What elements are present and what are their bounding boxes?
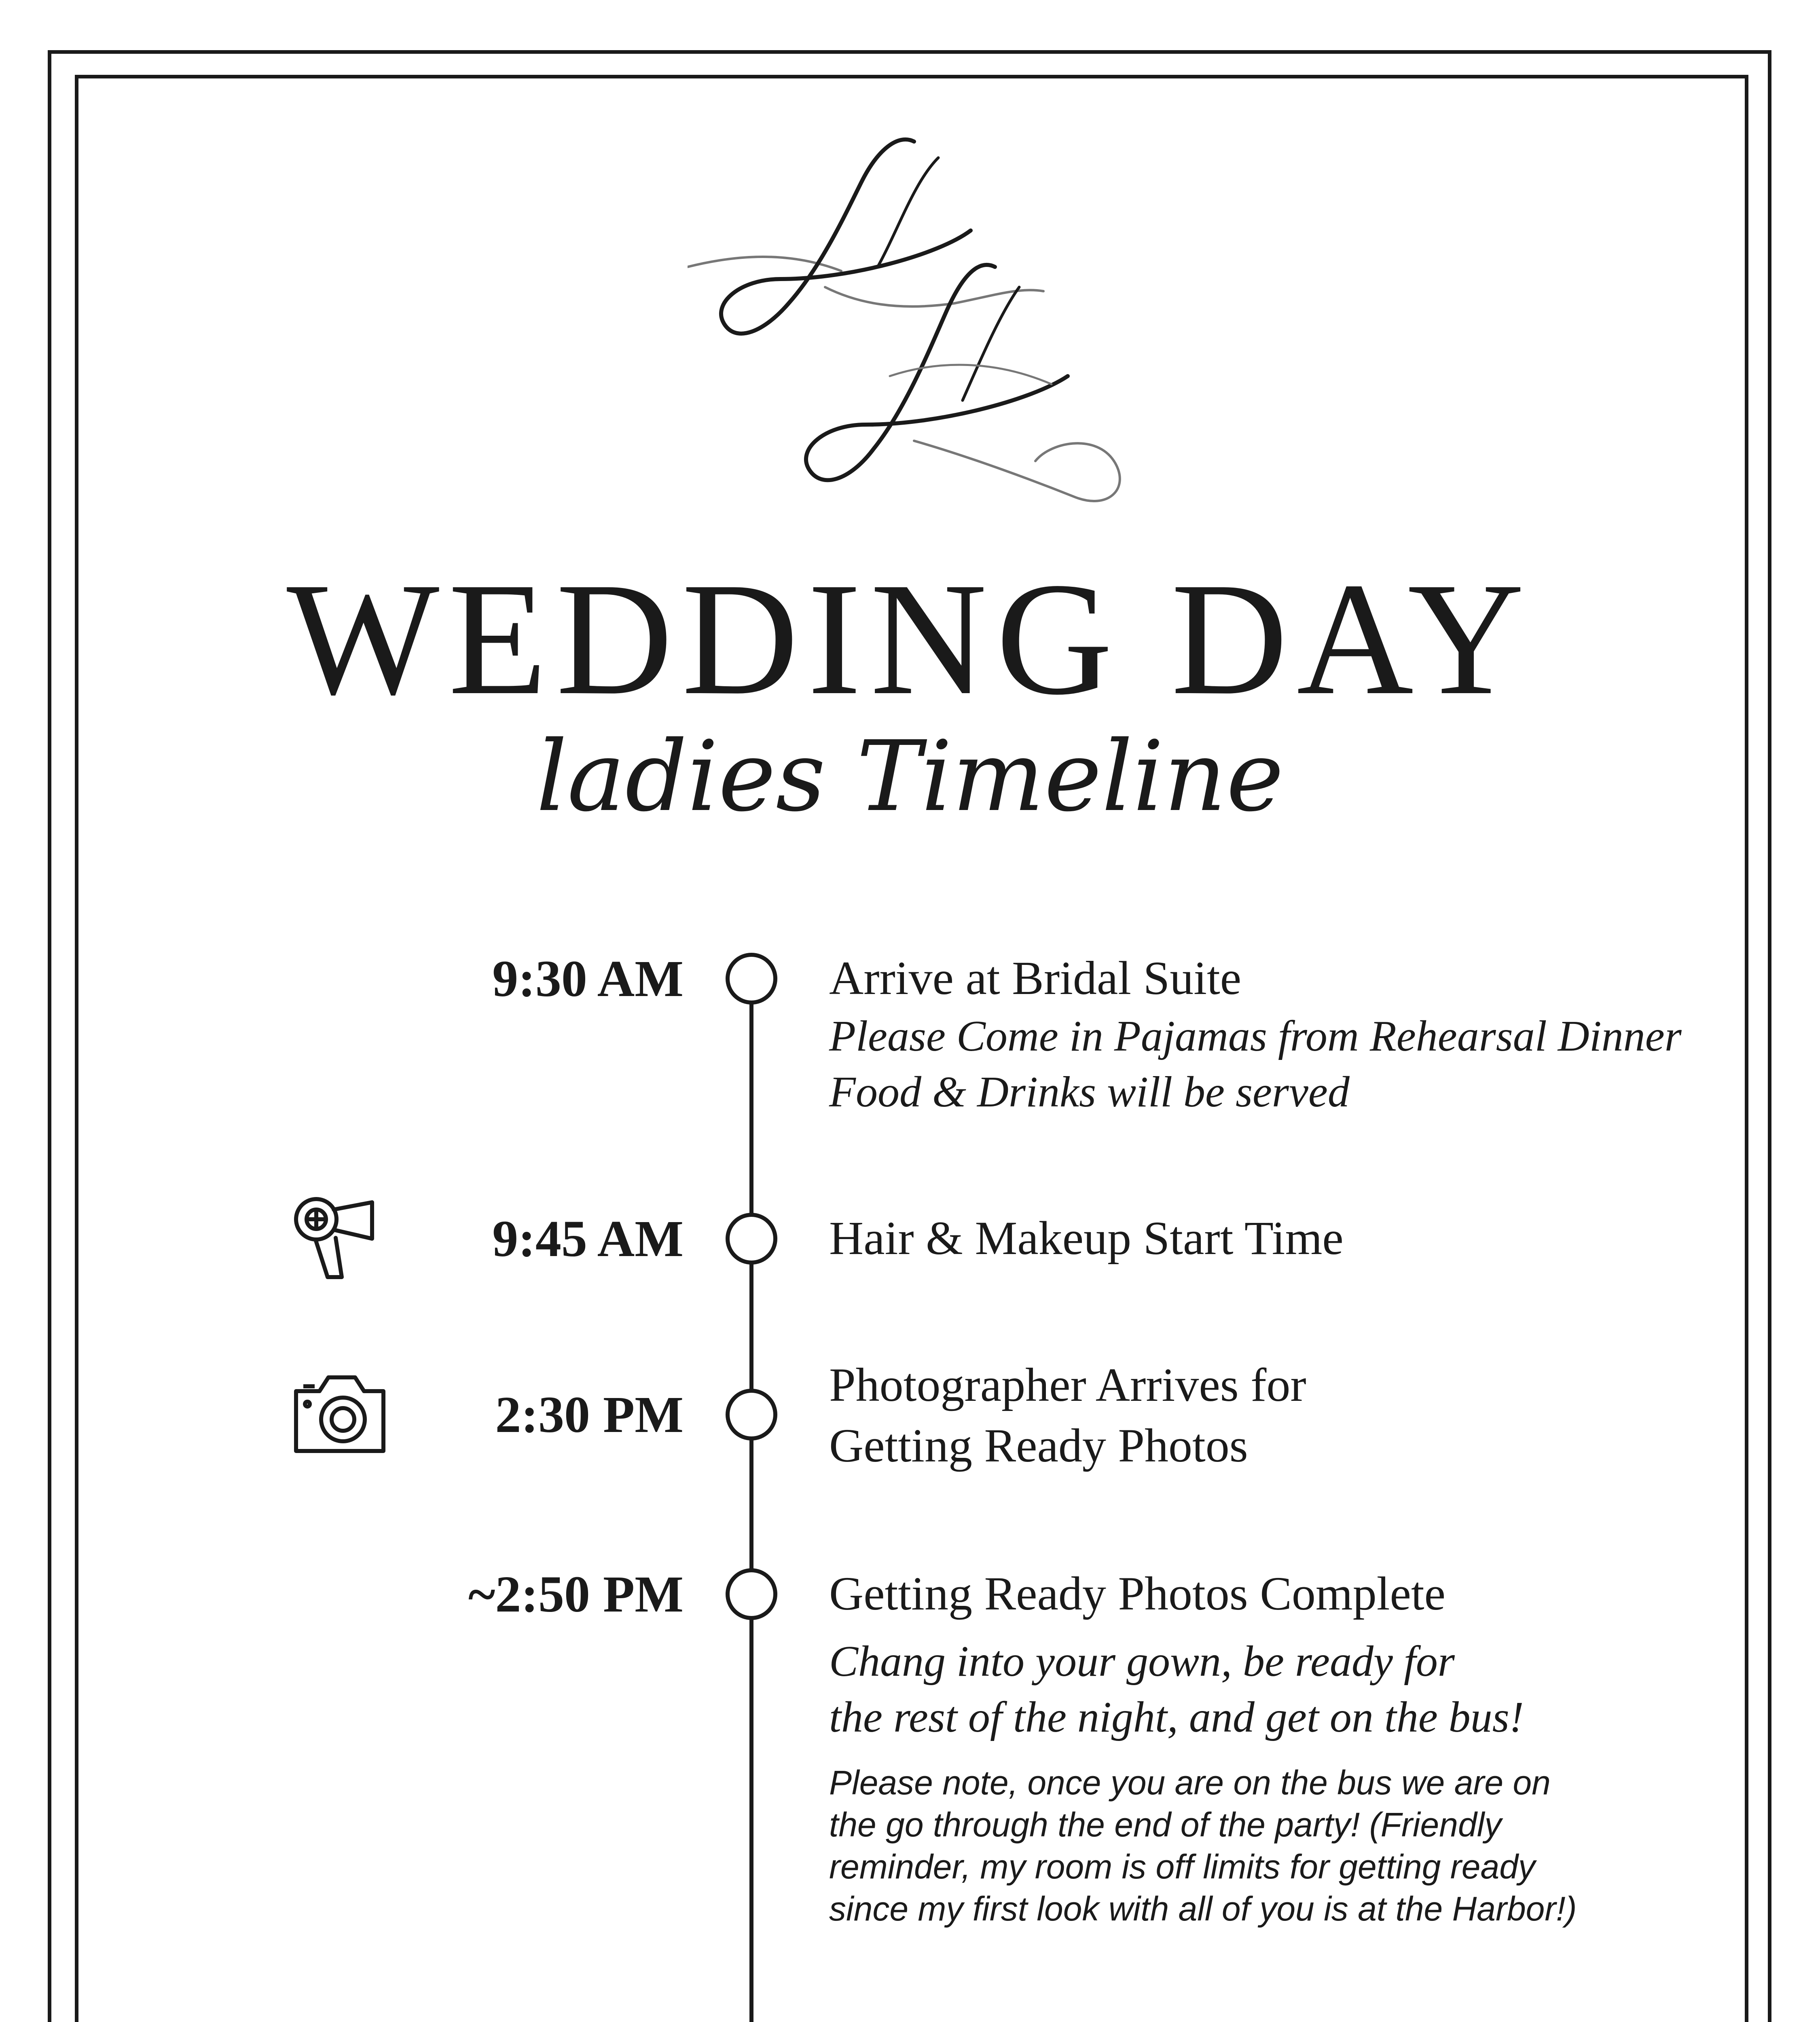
event-note: Please Come in Pajamas from Rehearsal Dinner (829, 1012, 1682, 1060)
event-time: 9:45 AM (492, 1210, 684, 1267)
fine-print: the go through the end of the party! (Friendly (829, 1806, 1502, 1844)
timeline-dot (726, 1213, 777, 1265)
monogram-logo (688, 133, 1132, 522)
event-time: 2:30 PM (495, 1386, 684, 1443)
page-subtitle: ladies Timeline (536, 720, 1284, 833)
timeline-dot (726, 1568, 777, 1620)
timeline-dot (726, 1389, 777, 1440)
event-description (829, 1208, 1719, 1269)
event-title: Photographer Arrives for (829, 1358, 1306, 1411)
camera-icon (291, 1370, 388, 1459)
event-note: Food & Drinks will be served (829, 1068, 1350, 1116)
event-title: Hair & Makeup Start Time (829, 1212, 1344, 1265)
event-note: the rest of the night, and get on the bus! (829, 1693, 1524, 1741)
event-note: Chang into your gown, be ready for (829, 1637, 1455, 1686)
fine-print: reminder, my room is off limits for getting ready (829, 1848, 1535, 1886)
event-title: Getting Ready Photos Complete (829, 1567, 1446, 1620)
event-description (829, 948, 1719, 1120)
fine-print: Please note, once you are on the bus we are on (829, 1764, 1551, 1802)
event-description (829, 1563, 1719, 1930)
event-title: Getting Ready Photos (829, 1419, 1248, 1472)
page-title: WEDDING DAY (286, 549, 1534, 728)
timeline-line (749, 973, 753, 2022)
event-description (829, 1355, 1719, 1476)
fine-print: since my first look with all of you is at the Harbor!) (829, 1890, 1577, 1928)
event-time: ~2:50 PM (468, 1565, 684, 1623)
event-time: 9:30 AM (492, 950, 684, 1007)
event-title: Arrive at Bridal Suite (829, 952, 1242, 1005)
timeline-dot (726, 953, 777, 1005)
hair-dryer-icon (291, 1194, 388, 1283)
